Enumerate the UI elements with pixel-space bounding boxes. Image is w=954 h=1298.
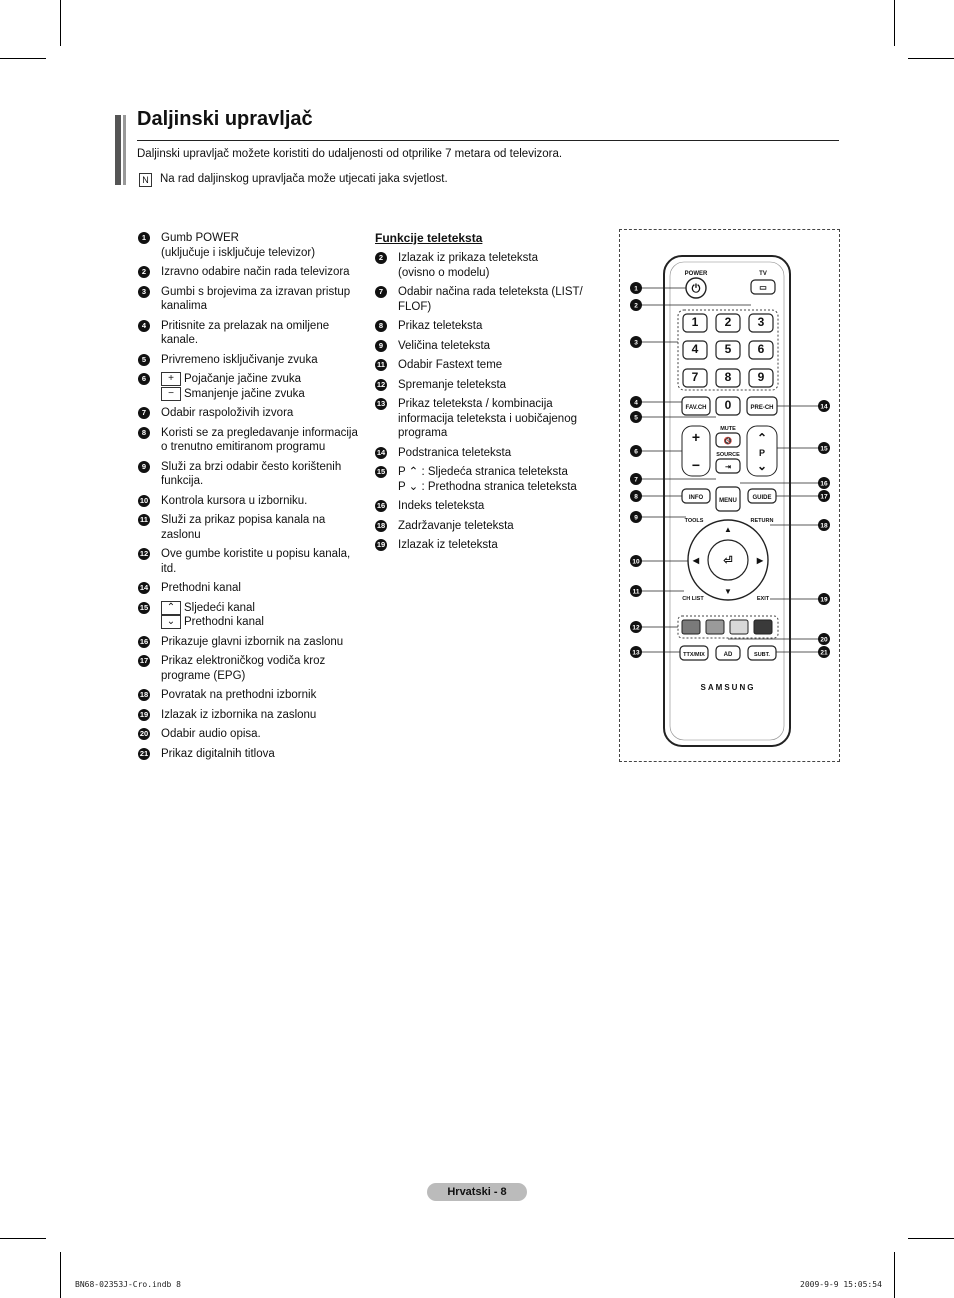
list-item <box>138 285 366 314</box>
brand-logo: SAMSUNG <box>700 683 756 692</box>
number-marker: 11 <box>138 514 150 526</box>
up-arrow-icon: ▲ <box>724 525 732 534</box>
list-item <box>375 499 600 514</box>
item-text: Odabir načina rada teleteksta (LIST/ <box>398 286 583 298</box>
list-item <box>375 358 600 373</box>
list-item <box>138 426 366 455</box>
number-marker: 21 <box>139 748 149 758</box>
item-text: Izlazak iz prikaza teleteksta <box>398 252 538 264</box>
item-text: Prikaz teleteksta / kombinacija <box>398 398 553 410</box>
key-icon: ⌃ <box>161 601 181 615</box>
remote-illustration <box>620 230 839 761</box>
number-marker: 16 <box>139 636 149 646</box>
print-info-left: BN68-02353J-Cro.indb 8 <box>75 1280 181 1289</box>
item-text: kanale. <box>161 334 199 346</box>
color-key-button <box>754 620 772 634</box>
crop-mark <box>60 1252 61 1298</box>
tv-button-label: ▭ <box>759 283 767 292</box>
item-text: programa <box>398 427 448 439</box>
item-text: Ove gumbe koristite u popisu kanala, <box>161 548 351 561</box>
ch-list-label: CH LIST <box>682 596 704 602</box>
color-key-button <box>682 620 700 634</box>
callout-number: 9 <box>634 514 638 522</box>
color-key-button <box>706 620 724 634</box>
item-text: Prikaz digitalnih titlova <box>161 747 275 760</box>
exit-label: EXIT <box>756 596 770 602</box>
item-text: Služi za prikaz popisa kanala na <box>161 514 326 527</box>
crop-mark <box>908 58 954 59</box>
number-marker: 16 <box>376 501 386 510</box>
item-text: o trenutno emitiranom programu <box>161 441 326 454</box>
item-text: zaslonu <box>161 528 201 541</box>
number-marker: 2 <box>138 266 150 278</box>
callout-number: 6 <box>634 448 638 456</box>
callout-number: 2 <box>634 302 638 310</box>
item-text: Kontrola kursora u izborniku. <box>161 494 308 507</box>
list-item <box>138 654 366 683</box>
item-text: Pojačanje jačine zvuka <box>184 373 301 386</box>
channel-up-icon: ⌃ <box>756 431 768 445</box>
item-text: kanalima <box>161 300 208 312</box>
digit-button-9-label: 9 <box>757 370 765 384</box>
list-item <box>375 339 600 354</box>
list-item <box>138 601 366 630</box>
intro-text: Daljinski upravljač možete koristiti do udaljenosti od otprilike 7 metara od televizora. <box>137 148 563 160</box>
list-item <box>138 688 366 703</box>
teletext-heading: Funkcije teleteksta <box>375 231 483 245</box>
number-marker: 11 <box>375 359 387 371</box>
callout-number: 3 <box>634 339 638 347</box>
ad-button-label: AD <box>723 652 733 658</box>
callout-number: 15 <box>820 445 828 453</box>
callout-number: 14 <box>820 403 828 411</box>
callout-number: 7 <box>634 476 638 484</box>
note-icon: N <box>139 173 152 187</box>
item-text: Indeks teleteksta <box>398 500 485 512</box>
item-text: informacija teleteksta i uobičajenog <box>398 412 577 425</box>
list-item <box>138 581 366 596</box>
number-marker: 18 <box>139 690 149 700</box>
number-marker: 19 <box>376 540 386 549</box>
crop-mark <box>908 1238 954 1239</box>
list-item <box>138 708 366 723</box>
list-item <box>138 353 366 368</box>
callout-number: 10 <box>632 558 640 566</box>
item-text: FLOF) <box>398 300 432 313</box>
item-text: Smanjenje jačine zvuka <box>184 387 305 400</box>
list-item <box>138 265 366 280</box>
list-item <box>138 319 366 348</box>
item-text: Gumb POWER <box>161 232 239 244</box>
list-item <box>138 231 366 260</box>
channel-down-icon: ⌄ <box>756 459 768 473</box>
number-marker: 6 <box>138 373 150 385</box>
digit-button-4-label: 4 <box>691 342 699 356</box>
list-item <box>138 372 366 401</box>
enter-icon: ⏎ <box>723 555 733 567</box>
item-text: Spremanje teleteksta <box>398 378 507 391</box>
item-text: Sljedeći kanal <box>184 601 255 614</box>
number-marker: 12 <box>376 379 386 389</box>
item-text: Odabir Fastext teme <box>398 359 503 371</box>
tools-label: TOOLS <box>684 518 704 524</box>
guide-button-label: GUIDE <box>752 495 772 501</box>
number-marker: 15 <box>139 602 149 612</box>
list-item <box>138 727 366 742</box>
item-text: Privremeno isključivanje zvuka <box>161 353 318 366</box>
power-label: POWER <box>684 271 708 277</box>
subt-button-label: SUBT. <box>754 652 770 658</box>
list-item <box>375 519 600 534</box>
item-text: funkcija. <box>161 475 204 488</box>
list-item <box>138 494 366 509</box>
list-item <box>375 285 600 314</box>
item-text: Koristi se za pregledavanje informacija <box>161 426 358 439</box>
item-text: Odabir audio opisa. <box>161 728 261 741</box>
mute-label: MUTE <box>720 426 736 432</box>
digit-button-3-label: 3 <box>757 315 765 329</box>
page-footer: Hrvatski - 8 <box>427 1183 527 1201</box>
fav-ch-button-label: FAV.CH <box>685 405 707 411</box>
callout-number: 16 <box>820 480 828 488</box>
remote-figure <box>619 229 840 762</box>
number-marker: 18 <box>376 520 386 530</box>
return-label: RETURN <box>750 518 774 524</box>
item-text: (ovisno o modelu) <box>398 266 490 279</box>
number-marker: 7 <box>138 407 150 419</box>
list-item <box>138 747 366 762</box>
key-icon: + <box>161 372 181 386</box>
title-accent-bar <box>115 115 121 185</box>
title-accent-bar <box>123 115 126 185</box>
number-marker: 9 <box>375 340 387 352</box>
list-item <box>138 406 366 421</box>
item-text: programe (EPG) <box>161 669 246 682</box>
left-function-list <box>138 231 366 766</box>
crop-mark <box>0 1238 46 1239</box>
number-marker: 4 <box>138 320 150 332</box>
crop-mark <box>0 58 46 59</box>
crop-mark <box>894 1252 895 1298</box>
digit-button-7-label: 7 <box>691 370 699 384</box>
callout-number: 8 <box>634 493 638 501</box>
item-text: P ⌃ : Sljedeća stranica teleteksta <box>398 466 568 478</box>
number-marker: 9 <box>138 461 150 473</box>
item-text: Izlazak iz teleteksta <box>398 539 498 551</box>
item-text: Izravno odabire način rada televizora <box>161 266 350 278</box>
number-marker: 8 <box>375 320 387 332</box>
number-marker: 8 <box>138 427 150 439</box>
item-text: itd. <box>161 562 177 575</box>
source-button-label: ⇥ <box>725 464 731 471</box>
mute-button-label: 🔇 <box>723 438 733 445</box>
number-marker: 12 <box>139 549 149 559</box>
print-info-right: 2009-9-9 15:05:54 <box>800 1280 882 1289</box>
list-item <box>375 378 600 393</box>
item-text: Zadržavanje teleteksta <box>398 519 514 532</box>
digit-button-6-label: 6 <box>757 342 765 356</box>
page-title: Daljinski upravljač <box>137 108 313 130</box>
callout-number: 11 <box>632 588 640 596</box>
list-item <box>138 460 366 489</box>
item-text: Pritisnite za prelazak na omiljene <box>161 319 330 332</box>
number-marker: 3 <box>138 286 150 298</box>
item-text: Prikaz teleteksta <box>398 320 483 332</box>
list-item <box>375 397 600 441</box>
digit-button-5-label: 5 <box>724 342 732 356</box>
note-text: Na rad daljinskog upravljača može utjecati jaka svjetlost. <box>160 173 448 185</box>
callout-number: 17 <box>820 493 828 501</box>
list-item <box>375 319 600 334</box>
number-marker: 15 <box>376 467 386 476</box>
pre-ch-button-label: PRE-CH <box>750 405 774 411</box>
number-marker: 17 <box>139 656 149 666</box>
item-text: Prikazuje glavni izbornik na zaslonu <box>161 635 344 648</box>
number-marker: 14 <box>376 447 386 457</box>
source-label: SOURCE <box>716 452 740 458</box>
item-text: (uključuje i isključuje televizor) <box>161 246 316 259</box>
item-text: Prethodni kanal <box>184 616 264 629</box>
callout-number: 12 <box>632 624 640 632</box>
key-icon: − <box>161 387 181 401</box>
callout-number: 13 <box>632 649 640 657</box>
menu-button-label: MENU <box>719 498 737 504</box>
callout-number: 20 <box>820 636 828 644</box>
number-marker: 19 <box>139 709 149 719</box>
digit-button-1-label: 1 <box>691 315 699 329</box>
list-item <box>138 635 366 650</box>
left-arrow-icon: ◀ <box>692 556 700 565</box>
digit-button-8-label: 8 <box>724 370 732 384</box>
callout-number: 1 <box>634 285 638 293</box>
item-text: Gumbi s brojevima za izravan pristup <box>161 285 351 298</box>
volume-up-icon: + <box>691 429 701 445</box>
digit-button-0-label: 0 <box>724 398 732 412</box>
crop-mark <box>894 0 895 46</box>
tv-label: TV <box>759 271 767 277</box>
item-text: Izlazak iz izbornika na zaslonu <box>161 708 317 721</box>
item-text: Podstranica teleteksta <box>398 446 512 459</box>
item-text: Veličina teleteksta <box>398 339 491 352</box>
item-text: Povratak na prethodni izbornik <box>161 689 317 702</box>
volume-down-icon: − <box>691 457 701 473</box>
callout-number: 18 <box>820 522 828 530</box>
down-arrow-icon: ▼ <box>724 587 732 596</box>
key-icon: ⌄ <box>161 615 181 629</box>
list-item <box>375 251 600 280</box>
callout-number: 21 <box>820 649 828 657</box>
list-item <box>375 538 600 553</box>
list-item <box>138 547 366 576</box>
number-marker: 13 <box>376 399 386 408</box>
list-item <box>375 465 600 494</box>
number-marker: 14 <box>139 583 149 593</box>
info-button-label: INFO <box>688 495 704 501</box>
teletext-function-list <box>375 231 600 558</box>
ttx-mix-button-label: TTX/MIX <box>683 652 705 658</box>
number-marker: 20 <box>139 729 149 739</box>
number-marker: 5 <box>138 354 150 366</box>
item-text: Prethodni kanal <box>161 582 241 595</box>
color-key-button <box>730 620 748 634</box>
callout-number: 19 <box>820 596 828 604</box>
title-rule <box>137 140 839 141</box>
list-item <box>138 513 366 542</box>
callout-number: 5 <box>634 414 638 422</box>
callout-number: 4 <box>634 399 638 407</box>
digit-button-2-label: 2 <box>724 315 732 329</box>
item-text: P ⌄ : Prethodna stranica teleteksta <box>398 480 577 493</box>
item-text: Služi za brzi odabir često korištenih <box>161 460 342 473</box>
item-text: Prikaz elektroničkog vodiča kroz <box>161 655 326 668</box>
number-marker: 1 <box>138 232 150 244</box>
number-marker: 7 <box>375 286 387 298</box>
number-marker: 10 <box>139 495 149 505</box>
item-text: Odabir raspoloživih izvora <box>161 407 294 420</box>
list-item <box>375 446 600 461</box>
right-arrow-icon: ▶ <box>756 556 764 565</box>
crop-mark <box>60 0 61 46</box>
power-icon: ⏻ <box>691 283 701 295</box>
channel-p-label: P <box>758 448 766 458</box>
number-marker: 2 <box>375 252 387 264</box>
